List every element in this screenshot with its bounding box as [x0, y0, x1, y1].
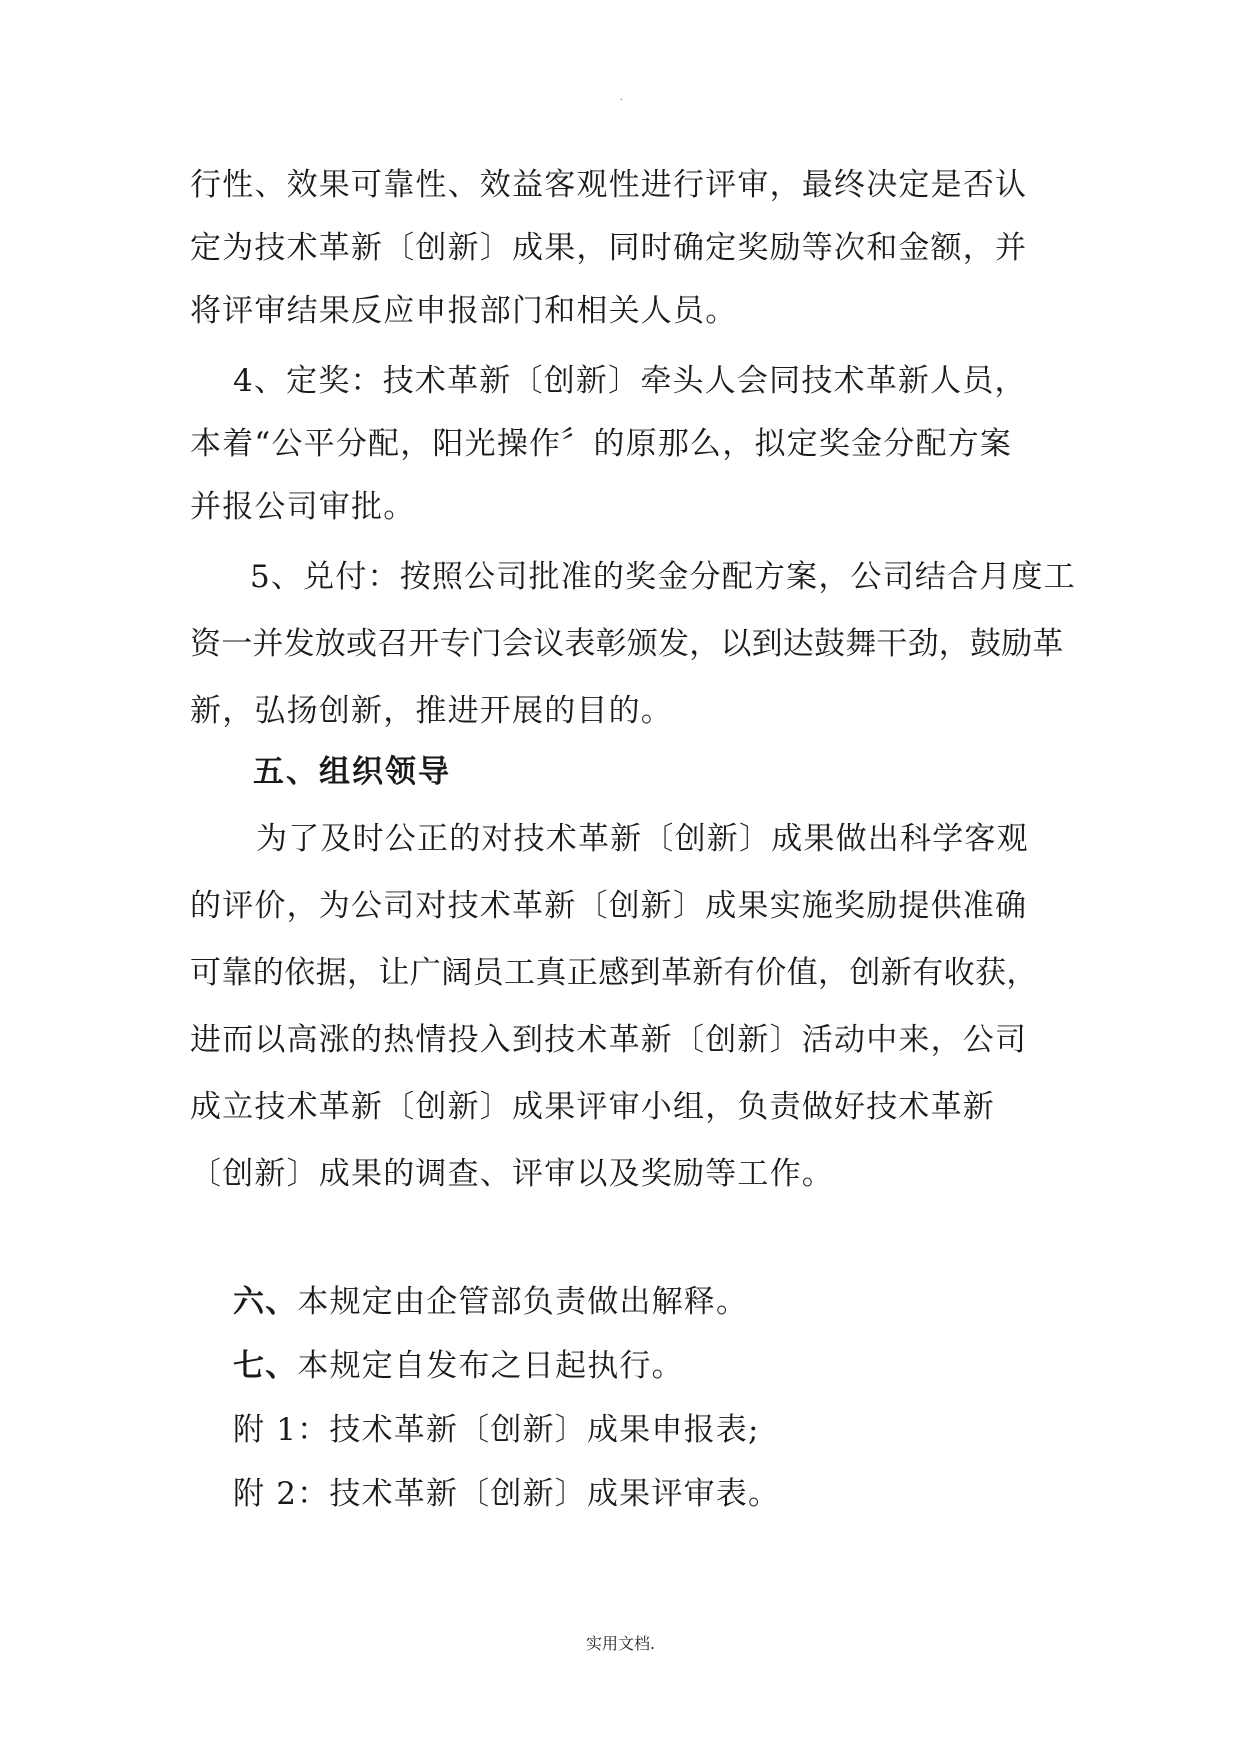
- section-five-line: 进而以高涨的热情投入到技术革新〔创新〕活动中来，公司: [190, 1022, 1028, 1058]
- item-4-line: 4、定奖：技术革新〔创新〕牵头人会同技术革新人员，: [233, 363, 1027, 399]
- paragraph-line: 定为技术革新〔创新〕成果，同时确定奖励等次和金额，并: [190, 230, 1028, 266]
- attachment-2: 附 2：技术革新〔创新〕成果评审表。: [233, 1476, 781, 1512]
- item-5-line: 新，弘扬创新，推进开展的目的。: [190, 693, 673, 729]
- section-six-prefix: 六、: [233, 1284, 298, 1320]
- section-seven-prefix: 七、: [233, 1348, 298, 1384]
- item-5-line: 5、兑付：按照公司批准的奖金分配方案，公司结合月度工: [250, 559, 1076, 595]
- section-five-line: 成立技术革新〔创新〕成果评审小组，负责做好技术革新: [190, 1089, 995, 1125]
- section-five-line: 〔创新〕成果的调查、评审以及奖励等工作。: [190, 1156, 834, 1192]
- section-seven: [233, 1346, 684, 1386]
- section-five-line: 可靠的依据，让广阔员工真正感到革新有价值，创新有收获，: [190, 955, 1038, 991]
- header-mark: .: [620, 92, 623, 103]
- item-5-line: 资一并发放或召开专门会议表彰颁发，以到达鼓舞干劲，鼓励革: [190, 626, 1064, 662]
- item-4-line: 并报公司审批。: [190, 489, 416, 525]
- attachment-1: 附 1：技术革新〔创新〕成果申报表;: [233, 1412, 760, 1448]
- paragraph-line: 行性、效果可靠性、效益客观性进行评审，最终决定是否认: [190, 167, 1028, 203]
- section-five-line: 为了及时公正的对技术革新〔创新〕成果做出科学客观: [256, 821, 1029, 857]
- page-footer: 实用文档.: [585, 1634, 656, 1653]
- section-five-heading: 五、组织领导: [253, 754, 451, 790]
- section-six-text: 本规定由企管部负责做出解释。: [297, 1284, 749, 1320]
- section-seven-text: 本规定自发布之日起执行。: [297, 1348, 684, 1384]
- paragraph-line: 将评审结果反应申报部门和相关人员。: [190, 293, 738, 329]
- section-six: [233, 1282, 748, 1322]
- section-five-line: 的评价，为公司对技术革新〔创新〕成果实施奖励提供准确: [190, 888, 1028, 924]
- item-4-line: 本着“公平分配，阳光操作〞的原那么，拟定奖金分配方案: [190, 426, 1013, 462]
